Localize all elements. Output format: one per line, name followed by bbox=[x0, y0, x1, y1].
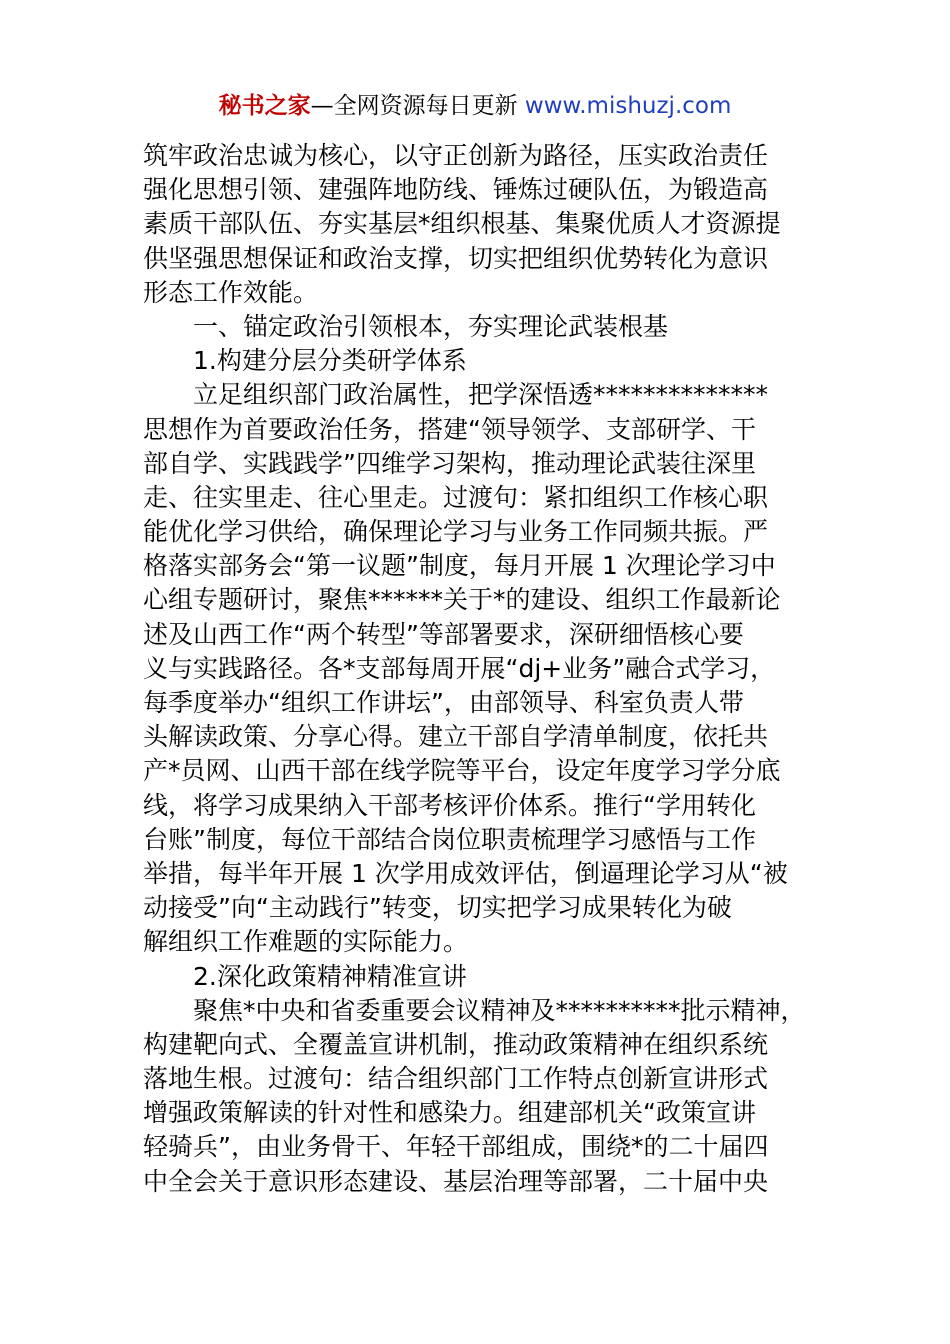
subsection-heading: 2.深化政策精神精准宣讲 bbox=[193, 961, 467, 991]
text-line: 解组织工作难题的实际能力。 bbox=[143, 927, 469, 957]
text-line: 中全会关于意识形态建设、基层治理等部署，二十届中央 bbox=[143, 1166, 769, 1196]
text-line: 形态工作效能。 bbox=[143, 277, 319, 307]
brand-name: 秘书之家 bbox=[218, 93, 311, 119]
document-body bbox=[143, 139, 823, 1199]
text-line: 思想作为首要政治任务，搭建“领导领学、支部研学、干 bbox=[143, 414, 756, 444]
text-line: 能优化学习供给，确保理论学习与业务工作同频共振。严 bbox=[143, 517, 769, 547]
text-line: 每季度举办“组织工作讲坛”，由部领导、科室负责人带 bbox=[143, 688, 744, 717]
text-line: 产*员网、山西干部在线学院等平台，设定年度学习学分底 bbox=[143, 756, 781, 786]
page-header bbox=[0, 88, 950, 124]
section-heading: 一、锚定政治引领根本，夯实理论武装根基 bbox=[193, 311, 669, 341]
text-line: 增强政策解读的针对性和感染力。组建部机关“政策宣讲 bbox=[143, 1098, 756, 1128]
text-line: 部自学、实践践学”四维学习架构，推动理论武装往深里 bbox=[143, 448, 756, 478]
subsection-heading: 1.构建分层分类研学体系 bbox=[193, 346, 467, 376]
text-line: 筑牢政治忠诚为核心，以守正创新为路径，压实政治责任 bbox=[143, 141, 769, 170]
text-line: 心组专题研讨，聚焦******关于*的建设、组织工作最新论 bbox=[143, 585, 781, 615]
header-tagline: —全网资源每日更新 bbox=[310, 93, 525, 119]
text-line: 头解读政策、分享心得。建立干部自学清单制度，依托共 bbox=[143, 722, 769, 752]
text-line: 台账”制度，每位干部结合岗位职责梳理学习感悟与工作 bbox=[143, 824, 756, 854]
text-line: 线，将学习成果纳入干部考核评价体系。推行“学用转化 bbox=[143, 790, 756, 820]
text-line: 轻骑兵”，由业务骨干、年轻干部组成，围绕*的二十届四 bbox=[143, 1132, 769, 1162]
text-line: 述及山西工作“两个转型”等部署要求，深研细悟核心要 bbox=[143, 619, 744, 649]
text-line: 走、往实里走、往心里走。过渡句：紧扣组织工作核心职 bbox=[143, 482, 769, 512]
text-line: 格落实部务会“第一议题”制度，每月开展 1 次理论学习中 bbox=[143, 551, 776, 581]
text-line: 构建靶向式、全覆盖宣讲机制，推动政策精神在组织系统 bbox=[143, 1029, 769, 1059]
text-line: 供坚强思想保证和政治支撑，切实把组织优势转化为意识 bbox=[143, 243, 769, 273]
text-line: 素质干部队伍、夯实基层*组织根基、集聚优质人才资源提 bbox=[143, 209, 781, 239]
text-line: 强化思想引领、建强阵地防线、锤炼过硬队伍，为锻造高 bbox=[143, 175, 769, 205]
text-line: 动接受”向“主动践行”转变，切实把学习成果转化为破 bbox=[143, 893, 732, 923]
text-line: 举措，每半年开展 1 次学用成效评估，倒逼理论学习从“被 bbox=[143, 858, 788, 888]
text-line: 聚焦*中央和省委重要会议精神及**********批示精神， bbox=[193, 995, 806, 1025]
website-link[interactable]: www.mishuzj.com bbox=[524, 93, 732, 119]
text-line: 义与实践路径。各*支部每周开展“dj+业务”融合式学习， bbox=[143, 653, 776, 683]
text-line: 立足组织部门政治属性，把学深悟透************** bbox=[193, 380, 769, 410]
text-line: 落地生根。过渡句：结合组织部门工作特点创新宣讲形式 bbox=[143, 1064, 769, 1094]
